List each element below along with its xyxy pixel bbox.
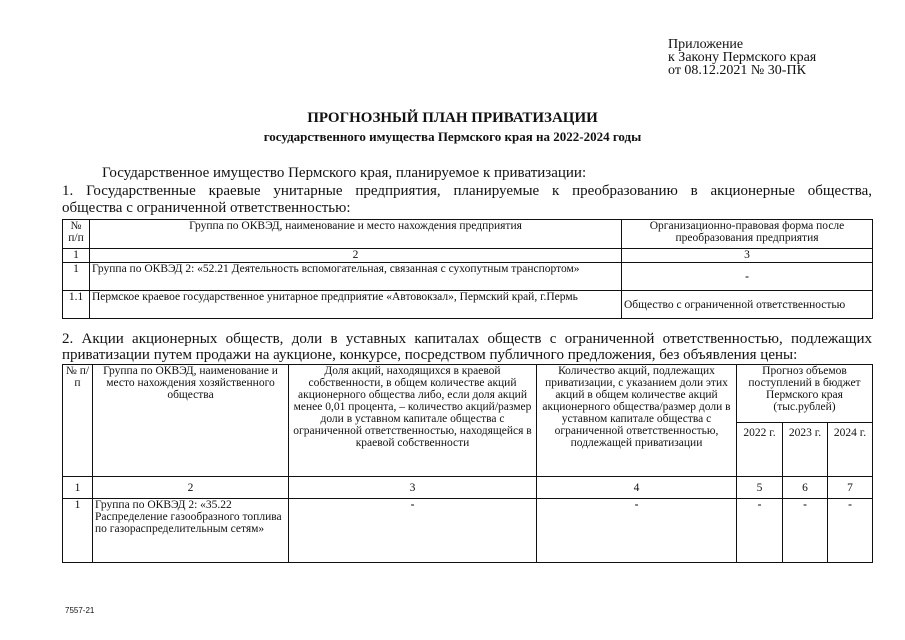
table-number-row (63, 249, 873, 263)
section1-line-2: общества с ограниченной ответственностью: (62, 200, 351, 216)
column-number: 3 (289, 477, 537, 499)
section2-line-2: приватизации путем продажи на аукционе, конкурсе, посредством публичного предложения, без объявления цены: (62, 347, 798, 363)
header-cell-group: Группа по ОКВЭД, наименование и место нахождения хозяйственного общества (93, 365, 289, 477)
row-group-cell: Группа по ОКВЭД 2: «52.21 Деятельность вспомогательная, связанная с сухопутным транспортом» (90, 263, 622, 291)
row-num-cell: 1 (63, 263, 90, 291)
table-row (63, 263, 873, 291)
row-group-cell: Пермское краевое государственное унитарное предприятие «Автовокзал», Пермский край, г.Пермь (90, 291, 622, 319)
row-form-cell: - (622, 263, 873, 291)
table-row (63, 291, 873, 319)
document-subtitle: государственного имущества Пермского края на 2022-2024 годы (263, 129, 642, 144)
header-year-2024: 2024 г. (828, 423, 873, 477)
column-number: 4 (537, 477, 737, 499)
document-code: 7557-21 (65, 606, 95, 615)
header-cell-forecast: Прогноз объемов поступлений в бюджет Пермского края (тыс.рублей) (737, 365, 873, 423)
header-cell-num: № п/п (63, 365, 93, 477)
row-forecast-2024-cell: - (828, 499, 873, 563)
row-form-cell: Общество с ограниченной ответственностью (622, 291, 873, 319)
column-number: 5 (737, 477, 783, 499)
enterprises-table (62, 219, 873, 319)
shares-table (62, 364, 873, 563)
column-number: 6 (783, 477, 828, 499)
row-num-cell: 1.1 (63, 291, 90, 319)
appendix-line-3: от 08.12.2021 № 30-ПК (668, 63, 806, 78)
header-year-2023: 2023 г. (783, 423, 828, 477)
row-group-cell: Группа по ОКВЭД 2: «35.22 Распределение газообразного топлива по газораспределительным сетям» (93, 499, 289, 563)
document-title: ПРОГНОЗНЫЙ ПЛАН ПРИВАТИЗАЦИИ (307, 110, 598, 126)
table-header-row (63, 365, 873, 423)
header-year-2022: 2022 г. (737, 423, 783, 477)
column-number: 2 (93, 477, 289, 499)
intro-paragraph: Государственное имущество Пермского края, планируемое к приватизации: (102, 165, 587, 181)
section2-line-1: 2. Акции акционерных обществ, доли в уставных капиталах обществ с ограниченной ответственностью, подлежащих (62, 331, 872, 347)
appendix-block (668, 38, 816, 77)
appendix-line-1: Приложение (668, 37, 744, 52)
column-number: 7 (828, 477, 873, 499)
row-num-cell: 1 (63, 499, 93, 563)
row-count-cell: - (537, 499, 737, 563)
column-number: 3 (622, 249, 873, 263)
header-cell-num: № п/п (63, 220, 90, 249)
row-share-cell: - (289, 499, 537, 563)
appendix-line-2: к Закону Пермского края (668, 50, 817, 65)
table-row (63, 499, 873, 563)
column-number: 2 (90, 249, 622, 263)
row-forecast-2022-cell: - (737, 499, 783, 563)
header-cell-count: Количество акций, подлежащих приватизации, с указанием доли этих акций в общем количестве акций акционерного общества/размер доли в уставном капитале общества с ограниченной ответственностью, подлежащей приватизации (537, 365, 737, 477)
table-header-row (63, 220, 873, 249)
header-cell-group: Группа по ОКВЭД, наименование и место нахождения предприятия (90, 220, 622, 249)
section1-line-1: 1. Государственные краевые унитарные предприятия, планируемые к преобразованию в акционерные общества, (62, 183, 872, 199)
header-cell-form: Организационно-правовая форма после преобразования предприятия (622, 220, 873, 249)
table-number-row (63, 477, 873, 499)
header-cell-share: Доля акций, находящихся в краевой собственности, в общем количестве акций акционерного общества либо, если доля акций менее 0,01 процента, – количество акций/размер доли в уставном капитале общества с ограниченной ответственностью, находящейся в краевой собственности (289, 365, 537, 477)
column-number: 1 (63, 477, 93, 499)
row-forecast-2023-cell: - (783, 499, 828, 563)
column-number: 1 (63, 249, 90, 263)
